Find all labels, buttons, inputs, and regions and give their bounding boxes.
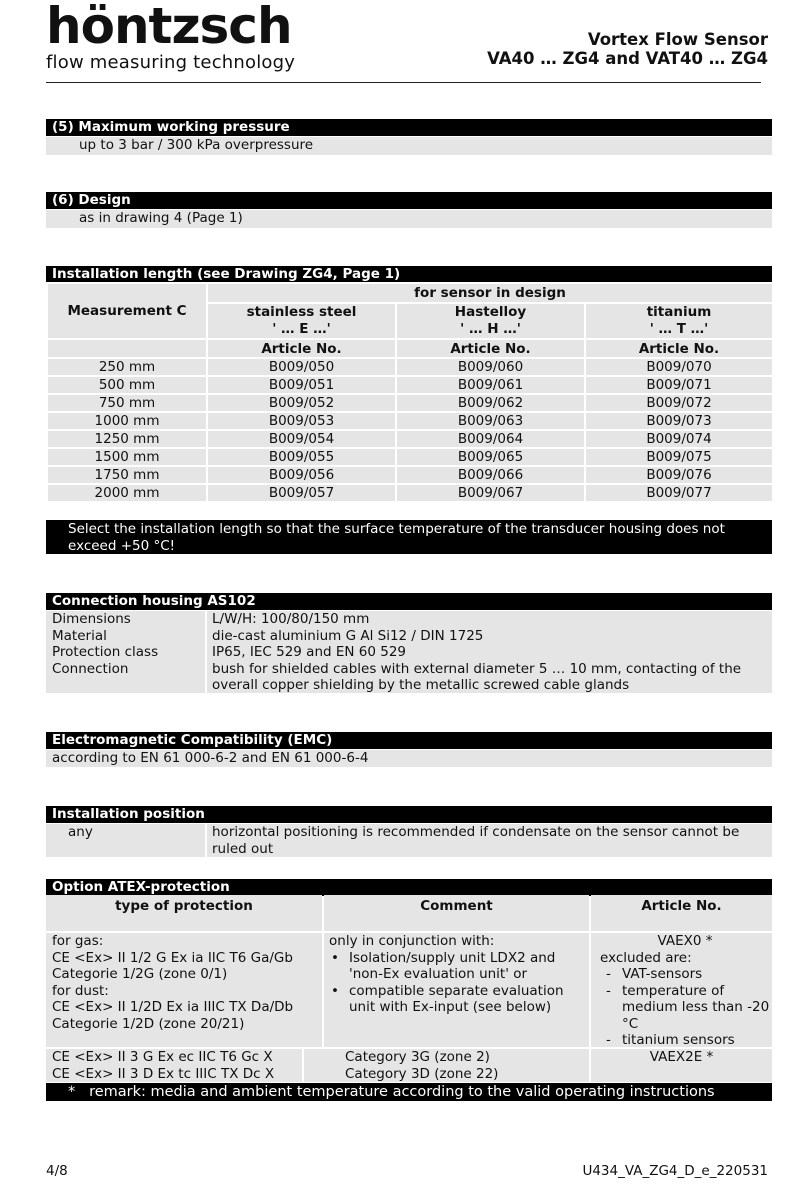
type-line: CE <Ex> II 1/2 G Ex ia IIC T6 Ga/Gb <box>52 949 293 966</box>
spec-value: IP65, IEC 529 and EN 60 529 <box>212 644 407 660</box>
article-header: Article No. <box>207 339 396 358</box>
type-line: CE <Ex> II 1/2D Ex ia IIIC TX Da/Db <box>52 999 294 1015</box>
article-cell: B009/071 <box>585 376 773 394</box>
atex-section-title: Option ATEX-protection <box>46 879 772 896</box>
comment-intro: only in conjunction with: <box>329 933 495 949</box>
position-block <box>46 824 772 857</box>
design-value: as in drawing 4 (Page 1) <box>46 210 772 228</box>
atex-row1-article <box>600 933 770 1049</box>
atex-row1-type <box>52 933 320 1032</box>
material-name: Hastelloy <box>454 304 527 320</box>
pressure-section-title: (5) Maximum working pressure <box>46 119 772 136</box>
article-cell: B009/063 <box>396 412 585 430</box>
article-header: Article No. <box>585 339 773 358</box>
col-article-header: Article No. <box>641 898 722 914</box>
material-header-titanium <box>585 303 773 339</box>
spec-value: bush for shielded cables with external diameter 5 … 10 mm, contacting of the overall copper shielding by the metallic screwed cable glands <box>212 660 742 693</box>
atex-row-1 <box>46 933 772 1047</box>
table-row <box>47 484 773 502</box>
document-title <box>487 30 768 68</box>
material-name: titanium <box>646 304 712 320</box>
type-line: CE <Ex> II 3 D Ex tc IIIC TX Dc X <box>52 1065 275 1082</box>
emc-section-title: Electromagnetic Compatibility (EMC) <box>46 732 772 749</box>
spec-value: die-cast aluminium G Al Si12 / DIN 1725 <box>212 627 484 644</box>
article-cell: B009/074 <box>585 430 773 448</box>
measurement-c-header: Measurement C <box>47 283 207 339</box>
type-line: for dust: <box>52 982 109 999</box>
article-cell: B009/061 <box>396 376 585 394</box>
article-cell: B009/051 <box>207 376 396 394</box>
article-header-blank <box>47 339 207 358</box>
spec-label: Protection class <box>52 644 159 660</box>
measurement-cell: 1750 mm <box>47 466 207 484</box>
design-section-title: (6) Design <box>46 192 772 209</box>
table-row <box>47 430 773 448</box>
housing-values <box>212 611 768 694</box>
measurement-cell: 250 mm <box>47 358 207 376</box>
excluded-item: - VAT-sensors <box>600 966 770 983</box>
position-section-title: Installation position <box>46 806 772 823</box>
article-cell: B009/066 <box>396 466 585 484</box>
article-cell: B009/076 <box>585 466 773 484</box>
article-cell: B009/065 <box>396 448 585 466</box>
atex-row2-comment <box>345 1049 585 1082</box>
article-header: Article No. <box>396 339 585 358</box>
position-label: any <box>68 824 93 840</box>
housing-spec-block <box>46 611 772 693</box>
pressure-value: up to 3 bar / 300 kPa overpressure <box>46 137 772 155</box>
atex-remark: * remark: media and ambient temperature according to the valid operating instructions <box>46 1083 772 1101</box>
material-name: stainless steel <box>246 304 357 320</box>
article-cell: B009/050 <box>207 358 396 376</box>
comment-line: Category 3D (zone 22) <box>345 1065 499 1082</box>
article-cell: B009/052 <box>207 394 396 412</box>
installation-length-note: Select the installation length so that the surface temperature of the transducer housing does not exceed +50 °C! <box>46 520 772 554</box>
comment-line: Category 3G (zone 2) <box>345 1049 490 1065</box>
header-divider <box>46 82 761 83</box>
excluded-item: - titanium sensors <box>600 1032 770 1049</box>
article-cell: B009/053 <box>207 412 396 430</box>
excluded-item: - temperature of medium less than -20 °C <box>600 983 770 1033</box>
document-id: U434_VA_ZG4_D_e_220531 <box>582 1163 768 1179</box>
measurement-cell: 750 mm <box>47 394 207 412</box>
material-code: ' … T …' <box>649 321 709 337</box>
measurement-cell: 2000 mm <box>47 484 207 502</box>
article-cell: B009/077 <box>585 484 773 502</box>
table-row <box>47 358 773 376</box>
position-text: horizontal positioning is recommended if condensate on the sensor cannot be ruled out <box>212 824 740 857</box>
title-line-1: Vortex Flow Sensor <box>587 30 768 49</box>
spec-value: L/W/H: 100/80/150 mm <box>212 611 370 627</box>
material-header-stainless <box>207 303 396 339</box>
excluded-intro: excluded are: <box>600 949 692 966</box>
emc-value: according to EN 61 000-6-2 and EN 61 000-6-4 <box>46 750 772 767</box>
measurement-cell: 1000 mm <box>47 412 207 430</box>
type-line: Categorie 1/2G (zone 0/1) <box>52 966 228 982</box>
material-code: ' … E …' <box>272 321 331 337</box>
atex-header-row <box>46 895 772 931</box>
measurement-cell: 500 mm <box>47 376 207 394</box>
col-comment-header: Comment <box>420 898 493 914</box>
article-cell: B009/054 <box>207 430 396 448</box>
title-line-2: VA40 … ZG4 and VAT40 … ZG4 <box>487 49 768 68</box>
spec-label: Material <box>52 627 107 644</box>
type-line: CE <Ex> II 3 G Ex ec IIC T6 Gc X <box>52 1049 273 1065</box>
article-cell: B009/067 <box>396 484 585 502</box>
spec-label: Dimensions <box>52 611 131 627</box>
measurement-cell: 1250 mm <box>47 430 207 448</box>
for-sensor-header: for sensor in design <box>207 283 773 303</box>
spec-label: Connection <box>52 660 129 677</box>
article-cell: B009/056 <box>207 466 396 484</box>
table-row <box>47 376 773 394</box>
article-cell: B009/064 <box>396 430 585 448</box>
atex-row1-comment <box>329 933 585 1016</box>
material-header-hastelloy <box>396 303 585 339</box>
installation-length-table <box>46 282 774 503</box>
type-line: Categorie 1/2D (zone 20/21) <box>52 1015 245 1032</box>
measurement-cell: 1500 mm <box>47 448 207 466</box>
housing-labels <box>52 611 158 677</box>
comment-bullet: • Isolation/supply unit LDX2 and 'non-Ex evaluation unit' or <box>329 950 585 983</box>
comment-bullet: • compatible separate evaluation unit with Ex-input (see below) <box>329 983 585 1016</box>
article-no: VAEX0 * <box>657 933 713 949</box>
table-row <box>47 394 773 412</box>
table-row <box>47 448 773 466</box>
article-cell: B009/055 <box>207 448 396 466</box>
article-cell: B009/070 <box>585 358 773 376</box>
company-tagline: flow measuring technology <box>46 52 296 73</box>
article-cell: B009/060 <box>396 358 585 376</box>
atex-row-2 <box>46 1049 772 1082</box>
type-line: for gas: <box>52 933 104 949</box>
article-cell: B009/073 <box>585 412 773 430</box>
article-cell: B009/057 <box>207 484 396 502</box>
article-cell: B009/075 <box>585 448 773 466</box>
material-code: ' … H …' <box>460 321 521 337</box>
table-row <box>47 412 773 430</box>
installation-length-title: Installation length (see Drawing ZG4, Page 1) <box>46 266 772 283</box>
col-type-header: type of protection <box>115 898 253 914</box>
atex-row2-article: VAEX2E * <box>649 1049 714 1065</box>
article-cell: B009/072 <box>585 394 773 412</box>
page-number: 4/8 <box>46 1163 68 1179</box>
housing-section-title: Connection housing AS102 <box>46 593 772 610</box>
atex-row2-type <box>52 1049 302 1082</box>
company-logo: höntzsch <box>46 0 292 55</box>
article-cell: B009/062 <box>396 394 585 412</box>
table-row <box>47 466 773 484</box>
